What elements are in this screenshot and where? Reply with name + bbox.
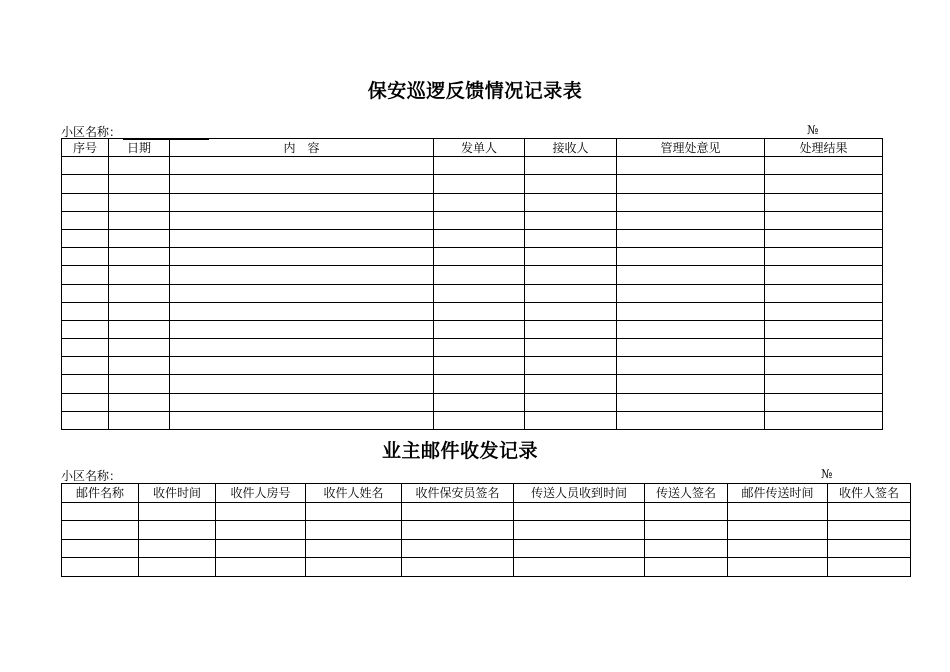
table-cell[interactable]: [62, 411, 109, 429]
table-cell[interactable]: [216, 539, 306, 558]
table-cell[interactable]: [170, 248, 434, 266]
table-cell[interactable]: [62, 339, 109, 357]
table-cell[interactable]: [525, 248, 617, 266]
table-cell[interactable]: [62, 302, 109, 320]
col-header-date: 日期: [109, 139, 170, 157]
patrol-feedback-body: [62, 157, 883, 430]
table-cell[interactable]: [402, 539, 514, 558]
table-cell[interactable]: [170, 411, 434, 429]
table-cell[interactable]: [525, 193, 617, 211]
table-cell[interactable]: [434, 393, 525, 411]
table-cell[interactable]: [139, 539, 216, 558]
table-cell[interactable]: [434, 284, 525, 302]
table-cell[interactable]: [765, 393, 883, 411]
col-header-mail-name: 邮件名称: [62, 484, 139, 503]
table-cell[interactable]: [306, 521, 402, 540]
table-cell[interactable]: [828, 558, 911, 577]
table-cell[interactable]: [109, 302, 170, 320]
col-header-result: 处理结果: [765, 139, 883, 157]
table-cell[interactable]: [62, 375, 109, 393]
table-cell[interactable]: [62, 521, 139, 540]
table-cell[interactable]: [109, 229, 170, 247]
table-cell[interactable]: [525, 211, 617, 229]
table-cell[interactable]: [109, 211, 170, 229]
table-cell[interactable]: [765, 357, 883, 375]
col-header-receipt-time: 收件时间: [139, 484, 216, 503]
table-cell[interactable]: [62, 393, 109, 411]
table-cell[interactable]: [728, 502, 828, 521]
table-cell[interactable]: [765, 411, 883, 429]
table-row: [62, 284, 883, 302]
table-cell[interactable]: [170, 266, 434, 284]
table-cell[interactable]: [62, 211, 109, 229]
table-cell[interactable]: [765, 320, 883, 338]
table-cell[interactable]: [434, 320, 525, 338]
table-cell[interactable]: [62, 284, 109, 302]
table-cell[interactable]: [434, 302, 525, 320]
mail-record-title: 业主邮件收发记录: [381, 440, 538, 462]
table-cell[interactable]: [170, 211, 434, 229]
table-cell[interactable]: [434, 339, 525, 357]
table-cell[interactable]: [109, 339, 170, 357]
table-cell[interactable]: [109, 393, 170, 411]
patrol-feedback-table: [61, 138, 883, 430]
col-header-recipient-name: 收件人姓名: [306, 484, 402, 503]
table-cell[interactable]: [109, 411, 170, 429]
table-row: [62, 502, 911, 521]
table-cell[interactable]: [170, 393, 434, 411]
table-cell[interactable]: [62, 502, 139, 521]
table-cell[interactable]: [828, 539, 911, 558]
table-cell[interactable]: [109, 375, 170, 393]
table-cell[interactable]: [525, 320, 617, 338]
table-cell[interactable]: [402, 502, 514, 521]
table-cell[interactable]: [525, 175, 617, 193]
table-cell[interactable]: [170, 229, 434, 247]
table-cell[interactable]: [139, 502, 216, 521]
table-cell[interactable]: [525, 229, 617, 247]
table-cell[interactable]: [434, 211, 525, 229]
table-cell[interactable]: [617, 393, 765, 411]
table-cell[interactable]: [645, 558, 728, 577]
form-number-label-2: №: [821, 467, 833, 481]
table-cell[interactable]: [62, 175, 109, 193]
table-row: [62, 320, 883, 338]
community-name-label: 小区名称：: [61, 125, 122, 139]
table-cell[interactable]: [170, 284, 434, 302]
table-cell[interactable]: [728, 539, 828, 558]
table-cell[interactable]: [170, 157, 434, 175]
table-cell[interactable]: [109, 357, 170, 375]
table-row: [62, 393, 883, 411]
table-cell[interactable]: [765, 266, 883, 284]
table-cell[interactable]: [525, 357, 617, 375]
table-header-row-2: [62, 484, 911, 503]
table-row: [62, 357, 883, 375]
table-cell[interactable]: [434, 229, 525, 247]
table-cell[interactable]: [525, 302, 617, 320]
form-number-label: №: [807, 123, 819, 137]
table-cell[interactable]: [617, 284, 765, 302]
table-cell[interactable]: [617, 175, 765, 193]
table-cell[interactable]: [170, 320, 434, 338]
table-cell[interactable]: [617, 320, 765, 338]
table-cell[interactable]: [170, 193, 434, 211]
table-cell[interactable]: [645, 502, 728, 521]
table-row: [62, 375, 883, 393]
table-row: [62, 211, 883, 229]
col-header-issuer: 发单人: [434, 139, 525, 157]
community-name-field-2: [61, 467, 209, 484]
table-cell[interactable]: [170, 357, 434, 375]
col-header-courier-signature: 传送人签名: [645, 484, 728, 503]
table-cell[interactable]: [170, 175, 434, 193]
table-cell[interactable]: [62, 229, 109, 247]
table-cell[interactable]: [728, 558, 828, 577]
table-cell[interactable]: [765, 229, 883, 247]
table-cell[interactable]: [216, 521, 306, 540]
table-row: [62, 302, 883, 320]
table-row: [62, 539, 911, 558]
table-cell[interactable]: [617, 211, 765, 229]
table-cell[interactable]: [62, 357, 109, 375]
table-cell[interactable]: [170, 375, 434, 393]
table-row: [62, 229, 883, 247]
table-cell[interactable]: [170, 339, 434, 357]
table-cell[interactable]: [434, 248, 525, 266]
col-header-recipient-signature: 收件人签名: [828, 484, 911, 503]
table-cell[interactable]: [765, 211, 883, 229]
col-header-index: 序号: [62, 139, 109, 157]
table-cell[interactable]: [525, 284, 617, 302]
table-row: [62, 521, 911, 540]
table-cell[interactable]: [306, 539, 402, 558]
table-row: [62, 339, 883, 357]
table-cell[interactable]: [617, 411, 765, 429]
col-header-room-number: 收件人房号: [216, 484, 306, 503]
table-cell[interactable]: [139, 521, 216, 540]
table-cell[interactable]: [62, 266, 109, 284]
table-cell[interactable]: [434, 157, 525, 175]
table-cell[interactable]: [828, 521, 911, 540]
table-cell[interactable]: [62, 193, 109, 211]
table-cell[interactable]: [109, 157, 170, 175]
table-cell[interactable]: [306, 502, 402, 521]
table-header-row: [62, 139, 883, 157]
table-cell[interactable]: [434, 411, 525, 429]
table-cell[interactable]: [62, 558, 139, 577]
table-cell[interactable]: [525, 375, 617, 393]
table-cell[interactable]: [617, 339, 765, 357]
table-cell[interactable]: [525, 339, 617, 357]
table-cell[interactable]: [765, 193, 883, 211]
table-cell[interactable]: [402, 521, 514, 540]
table-cell[interactable]: [514, 558, 645, 577]
table-cell[interactable]: [434, 193, 525, 211]
table-cell[interactable]: [402, 558, 514, 577]
table-row: [62, 193, 883, 211]
table-cell[interactable]: [525, 266, 617, 284]
table-cell[interactable]: [109, 193, 170, 211]
col-header-receiver: 接收人: [525, 139, 617, 157]
table-cell[interactable]: [617, 157, 765, 175]
table-cell[interactable]: [525, 393, 617, 411]
table-cell[interactable]: [765, 175, 883, 193]
table-cell[interactable]: [216, 558, 306, 577]
mail-record-body: [62, 502, 911, 576]
table-cell[interactable]: [765, 302, 883, 320]
table-cell[interactable]: [109, 266, 170, 284]
table-cell[interactable]: [765, 375, 883, 393]
table-cell[interactable]: [62, 248, 109, 266]
table-cell[interactable]: [109, 320, 170, 338]
table-cell[interactable]: [617, 357, 765, 375]
table-cell[interactable]: [617, 248, 765, 266]
patrol-feedback-title: 保安巡逻反馈情况记录表: [367, 80, 583, 102]
table-cell[interactable]: [434, 266, 525, 284]
table-cell[interactable]: [170, 302, 434, 320]
col-header-management-opinion: 管理处意见: [617, 139, 765, 157]
table-cell[interactable]: [617, 302, 765, 320]
table-cell[interactable]: [139, 558, 216, 577]
table-cell[interactable]: [617, 266, 765, 284]
table-cell[interactable]: [765, 157, 883, 175]
table-cell[interactable]: [62, 320, 109, 338]
table-cell[interactable]: [514, 521, 645, 540]
table-cell[interactable]: [728, 521, 828, 540]
mail-record-table: [61, 483, 911, 577]
table-row: [62, 558, 911, 577]
col-header-guard-signature: 收件保安员签名: [402, 484, 514, 503]
table-cell[interactable]: [828, 502, 911, 521]
table-row: [62, 157, 883, 175]
col-header-delivery-time: 邮件传送时间: [728, 484, 828, 503]
table-cell[interactable]: [62, 157, 109, 175]
col-header-content: 内 容: [170, 139, 434, 157]
table-cell[interactable]: [434, 357, 525, 375]
table-cell[interactable]: [216, 502, 306, 521]
table-cell[interactable]: [617, 375, 765, 393]
table-cell[interactable]: [306, 558, 402, 577]
table-row: [62, 248, 883, 266]
table-cell[interactable]: [525, 157, 617, 175]
table-cell[interactable]: [617, 193, 765, 211]
table-row: [62, 175, 883, 193]
table-row: [62, 411, 883, 429]
table-cell[interactable]: [62, 539, 139, 558]
table-cell[interactable]: [109, 284, 170, 302]
table-cell[interactable]: [109, 248, 170, 266]
table-cell[interactable]: [525, 411, 617, 429]
table-cell[interactable]: [514, 502, 645, 521]
table-cell[interactable]: [617, 229, 765, 247]
table-cell[interactable]: [434, 175, 525, 193]
table-cell[interactable]: [434, 375, 525, 393]
table-row: [62, 266, 883, 284]
table-cell[interactable]: [109, 175, 170, 193]
community-name-label-2: 小区名称：: [61, 469, 122, 483]
table-cell[interactable]: [765, 339, 883, 357]
table-cell[interactable]: [645, 539, 728, 558]
table-cell[interactable]: [765, 248, 883, 266]
table-cell[interactable]: [765, 284, 883, 302]
table-cell[interactable]: [514, 539, 645, 558]
col-header-courier-received-time: 传送人员收到时间: [514, 484, 645, 503]
table-cell[interactable]: [645, 521, 728, 540]
